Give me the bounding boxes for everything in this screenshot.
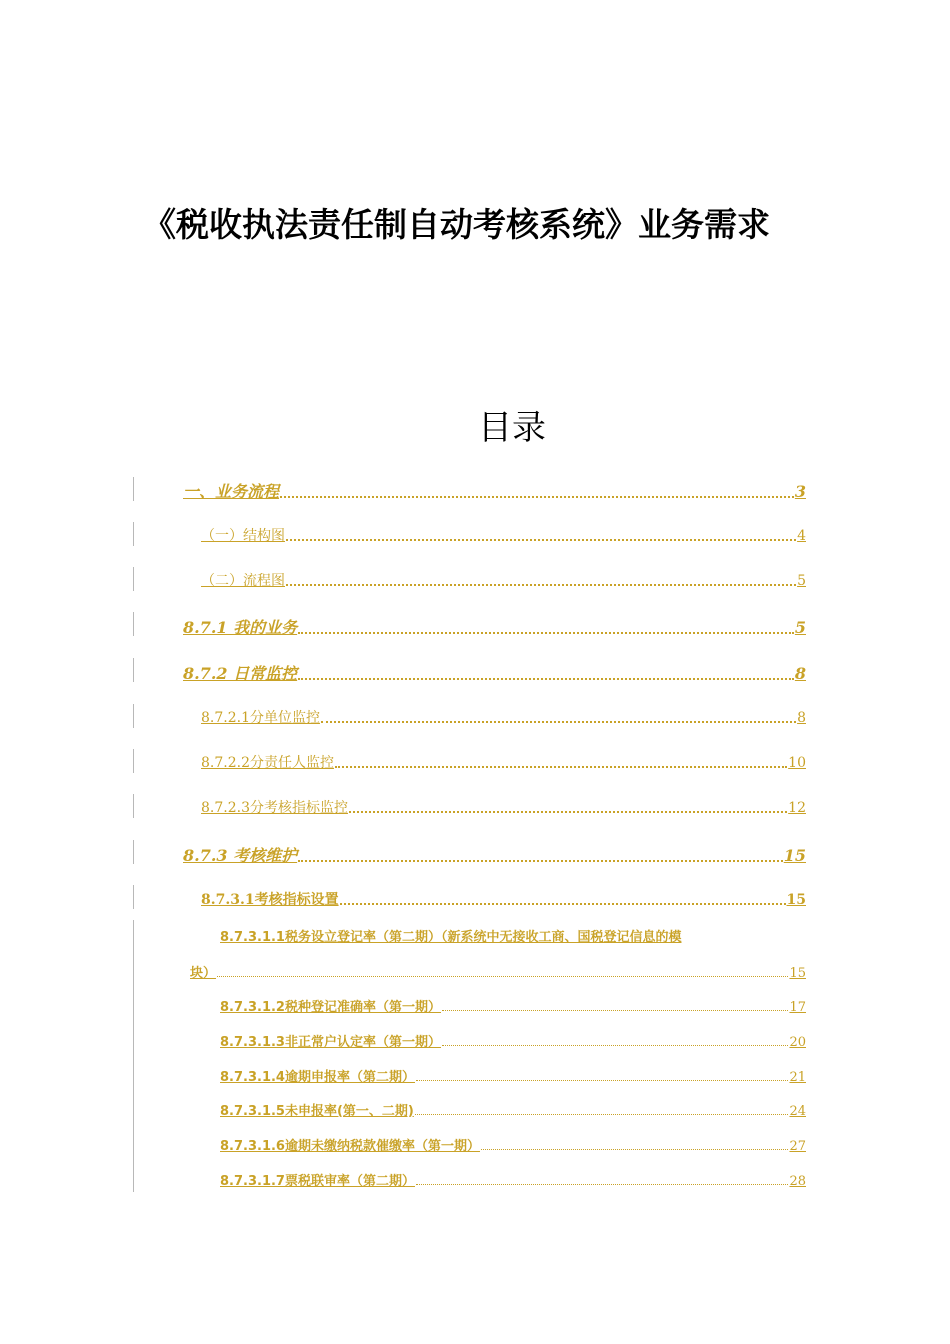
- toc-entry-label: 块）: [190, 966, 217, 981]
- toc-entry-my-business[interactable]: [183, 615, 806, 638]
- toc-entry-label: 8.7.3.1.6逾期未缴纳税款催缴率（第一期）: [220, 1139, 480, 1154]
- toc-entry-indicator-settings[interactable]: [201, 889, 806, 909]
- change-bar: [133, 840, 134, 864]
- toc-entry-person-monitoring[interactable]: [201, 752, 806, 772]
- toc-entry-unit-monitoring[interactable]: [201, 707, 806, 727]
- toc-entry-page: 15: [789, 966, 806, 981]
- leader-dots: [416, 1184, 788, 1185]
- toc-entry-flow-diagram[interactable]: [201, 570, 806, 590]
- toc-entry-label: 8.7.3.1.3非正常户认定率（第一期）: [220, 1035, 441, 1050]
- toc-entry-label: 8.7.1 我的业务: [183, 618, 298, 637]
- toc-entry-structure-diagram[interactable]: [201, 525, 806, 545]
- toc-entry-page: 15: [783, 846, 806, 865]
- toc-entry-label: 8.7.2 日常监控: [183, 664, 298, 683]
- toc-entry-page: 20: [789, 1035, 806, 1050]
- leader-dots: [481, 1149, 788, 1150]
- toc-entry-page: 8: [794, 664, 806, 683]
- leader-dots: [298, 860, 783, 862]
- toc-entry-page: 5: [797, 573, 806, 589]
- toc-entry-page: 15: [786, 892, 806, 908]
- change-bar: [133, 612, 134, 636]
- leader-dots: [415, 1114, 789, 1115]
- toc-entry-label: 8.7.3 考核维护: [183, 846, 298, 865]
- leader-dots: [335, 766, 787, 768]
- toc-entry-page: 24: [789, 1104, 806, 1119]
- toc-entry-label: （二）流程图: [201, 573, 285, 589]
- toc-entry-page: 5: [794, 618, 806, 637]
- leader-dots: [217, 976, 788, 977]
- leader-dots: [286, 539, 796, 541]
- change-bar: [133, 477, 134, 501]
- leader-dots: [442, 1010, 788, 1011]
- toc-entry-registration-rate[interactable]: [190, 962, 806, 981]
- toc-entry-label: 一、业务流程: [183, 482, 280, 501]
- leader-dots: [442, 1045, 788, 1046]
- leader-dots: [340, 903, 786, 905]
- toc-entry-indicator-monitoring[interactable]: [201, 797, 806, 817]
- toc-entry-registration-rate-line1[interactable]: 8.7.3.1.1税务设立登记率（第二期）（新系统中无接收工商、国税登记信息的模: [220, 930, 682, 945]
- toc-entry-page: 12: [788, 800, 806, 816]
- toc-entry-page: 4: [797, 528, 806, 544]
- leader-dots: [298, 632, 794, 634]
- toc-entry-label: （一）结构图: [201, 528, 285, 544]
- change-bar: [133, 704, 134, 728]
- toc-entry-label: 8.7.3.1考核指标设置: [201, 892, 339, 908]
- change-bar: [133, 794, 134, 818]
- toc-entry-overdue-collection-rate[interactable]: [220, 1135, 806, 1154]
- toc-entry-late-filing-rate[interactable]: [220, 1066, 806, 1085]
- toc-entry-label: 8.7.2.3分考核指标监控: [201, 800, 348, 816]
- toc-entry-label: 8.7.2.2分责任人监控: [201, 755, 334, 771]
- toc-entry-tax-type-accuracy[interactable]: [220, 996, 806, 1015]
- toc-entry-invoice-tax-audit-rate[interactable]: [220, 1170, 806, 1189]
- toc-entry-page: 21: [789, 1070, 806, 1085]
- toc-entry-page: 8: [797, 710, 806, 726]
- toc-entry-label: 8.7.3.1.5未申报率(第一、二期): [220, 1104, 414, 1119]
- leader-dots: [298, 678, 794, 680]
- change-bar: [133, 920, 134, 1192]
- toc-entry-label: 8.7.3.1.2税种登记准确率（第一期）: [220, 1000, 441, 1015]
- toc-entry-abnormal-household-rate[interactable]: [220, 1031, 806, 1050]
- change-bar: [133, 749, 134, 773]
- leader-dots: [321, 721, 796, 723]
- toc-entry-assessment-maintenance[interactable]: [183, 843, 806, 866]
- change-bar: [133, 567, 134, 591]
- toc-entry-page: 28: [789, 1174, 806, 1189]
- leader-dots: [280, 496, 794, 498]
- toc-entry-label: 8.7.3.1.4逾期申报率（第二期）: [220, 1070, 415, 1085]
- leader-dots: [416, 1080, 788, 1081]
- leader-dots: [286, 584, 796, 586]
- toc-entry-daily-monitoring[interactable]: [183, 661, 806, 684]
- toc-entry-non-filing-rate[interactable]: [220, 1100, 806, 1119]
- leader-dots: [349, 811, 787, 813]
- toc-entry-label: 8.7.3.1.7票税联审率（第二期）: [220, 1174, 415, 1189]
- change-bar: [133, 885, 134, 909]
- change-bar: [133, 522, 134, 546]
- toc-entry-page: 17: [789, 1000, 806, 1015]
- toc-heading: 目录: [478, 408, 546, 448]
- change-bar: [133, 658, 134, 682]
- toc-entry-business-process[interactable]: [183, 479, 806, 502]
- document-title: 《税收执法责任制自动考核系统》业务需求: [143, 205, 770, 244]
- toc-entry-page: 27: [789, 1139, 806, 1154]
- toc-entry-page: 10: [788, 755, 806, 771]
- toc-entry-page: 3: [794, 482, 806, 501]
- toc-entry-label: 8.7.2.1分单位监控: [201, 710, 320, 726]
